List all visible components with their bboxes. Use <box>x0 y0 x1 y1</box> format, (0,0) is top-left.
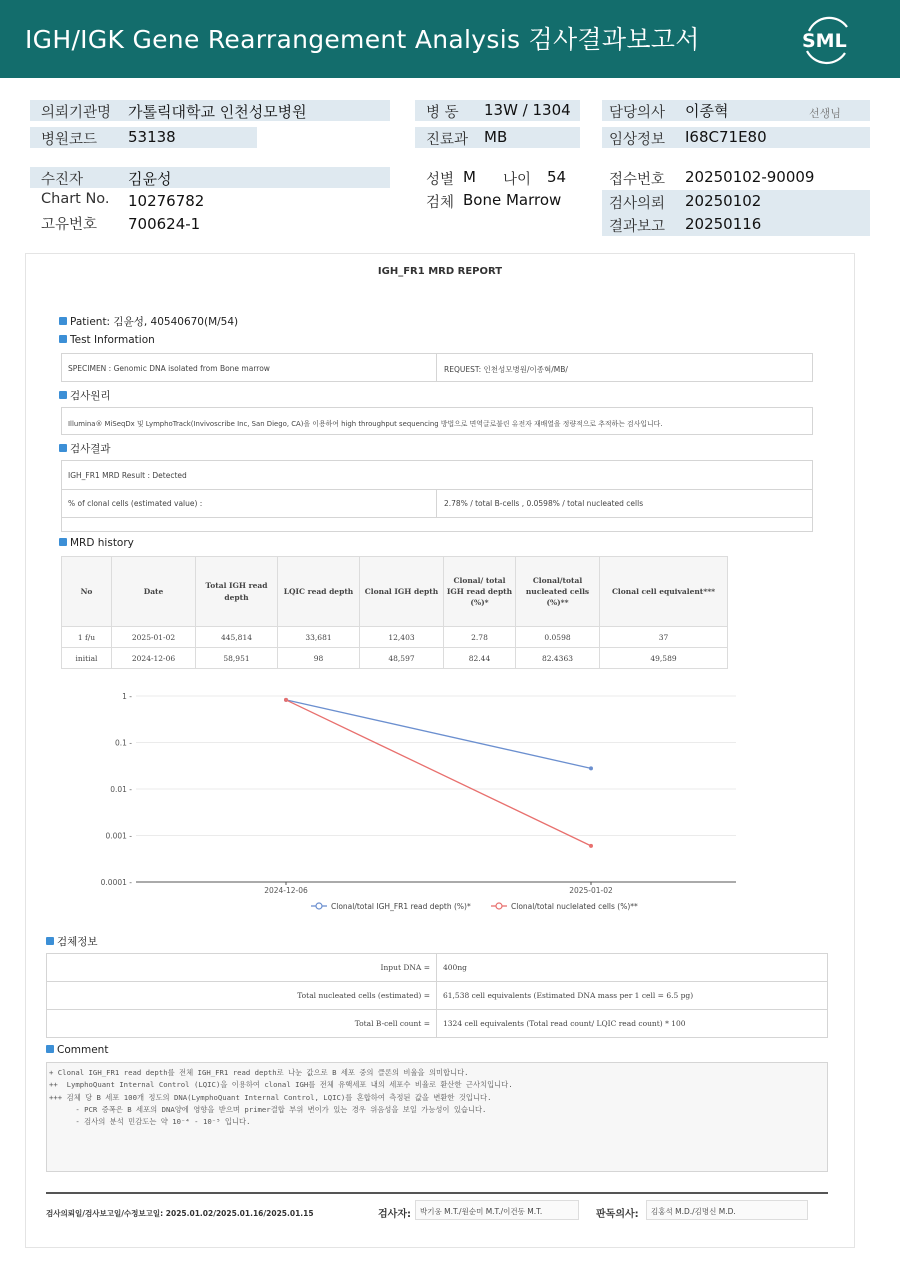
section-bullet-icon <box>59 335 67 343</box>
col-no: No <box>62 557 112 627</box>
comment-heading-text: Comment <box>57 1044 109 1056</box>
col-clonal-equivalent: Clonal cell equivalent*** <box>600 557 728 627</box>
comment-line: - PCR 증폭은 B 세포의 DNA양에 영향을 받으며 primer결합 부위 변이가 있는 경우 위음성을 보일 가능성이 있습니다. <box>49 1104 487 1114</box>
dept-value: MB <box>484 128 508 146</box>
table-cell: 33,681 <box>278 627 360 648</box>
divider <box>436 490 437 517</box>
x-tick-label: 2025-01-02 <box>569 886 613 895</box>
request-label: 검사의뢰 <box>609 196 666 212</box>
result-value: 20250116 <box>685 215 762 233</box>
table-header-row <box>62 557 728 627</box>
receipt-value: 20250102-90009 <box>685 168 815 186</box>
spec-value: 61,538 cell equivalents (Estimated DNA mass per 1 cell = 6.5 pg) <box>437 982 828 1010</box>
table-row <box>62 627 728 648</box>
spec-key: Total B-cell count = <box>47 1010 437 1038</box>
test-info-heading <box>59 334 155 346</box>
specimen-value: Bone Marrow <box>463 191 562 209</box>
result-box <box>61 460 813 532</box>
patient-value: 김윤성 <box>128 170 172 188</box>
patient-line <box>59 314 238 329</box>
principle-text: Illumina® MiSeqDx 및 LymphoTrack(Invivoscribe Inc, San Diego, CA)을 이용하여 high throughput sequencing 방법으로 면역글로불린 유전자 재배열을 정량적으로 추적하는 검사입니다. <box>68 420 663 428</box>
table-cell: 98 <box>278 648 360 669</box>
col-lqic: LQIC read depth <box>278 557 360 627</box>
legend-marker <box>496 903 502 909</box>
spec-value: 1324 cell equivalents (Total read count/ LQIC read count) * 100 <box>437 1010 828 1038</box>
specimen-text: SPECIMEN : Genomic DNA isolated from Bone marrow <box>68 364 270 373</box>
result-heading-text: 검사결과 <box>70 443 111 455</box>
principle-box <box>61 407 813 435</box>
doctor-suffix: 선생님 <box>809 107 841 120</box>
series-line <box>286 700 591 768</box>
table-cell: 58,951 <box>196 648 278 669</box>
comment-heading <box>46 1044 108 1056</box>
comment-line: + Clonal IGH_FR1 read depth를 전체 IGH_FR1 read depth로 나눈 값으로 B 세포 중의 클론의 비율을 의미합니다. <box>49 1068 469 1077</box>
age-value: 54 <box>547 168 567 186</box>
clinical-value: I68C71E80 <box>685 128 767 146</box>
table-cell: 82.4363 <box>516 648 600 669</box>
sex-label: 성별 <box>426 172 455 188</box>
principle-heading <box>59 388 111 403</box>
comment-line: ++ LymphoQuant Internal Control (LQIC)을 이용하여 clonal IGH를 전체 유핵세포 내의 세포수 비율로 환산한 근사치입니다. <box>49 1080 513 1090</box>
sml-logo-icon <box>799 13 855 65</box>
footer-tester: 박기웅 M.T./원순미 M.T./이건동 M.T. <box>415 1200 579 1220</box>
legend-marker <box>316 903 322 909</box>
spec-value: 400ng <box>437 954 828 982</box>
section-bullet-icon <box>59 538 67 546</box>
dept-label: 진료과 <box>426 132 469 148</box>
mrd-result-line: IGH_FR1 MRD Result : Detected <box>68 471 187 480</box>
comment-line: - 검사의 분석 민감도는 약 10⁻⁴ - 10⁻⁵ 입니다. <box>49 1117 251 1127</box>
chart-label: Chart No. <box>41 191 110 207</box>
specimen-info-heading <box>46 934 98 949</box>
report-title: IGH/IGK Gene Rearrangement Analysis 검사결과보고서 <box>25 25 700 54</box>
y-tick-label: 0.0001 - <box>100 878 132 887</box>
sex-value: M <box>463 168 476 186</box>
col-clonal-nucleated: Clonal/total nucleated cells (%)** <box>516 557 600 627</box>
data-point <box>589 844 593 848</box>
mrd-report-title: IGH_FR1 MRD REPORT <box>377 266 503 277</box>
footer-reader: 김홍석 M.D./김명신 M.D. <box>646 1200 808 1220</box>
receipt-label: 접수번호 <box>609 172 666 188</box>
logo-text: SML <box>802 30 847 52</box>
test-info-box <box>61 353 813 382</box>
doctor-value: 이종혁 <box>685 102 729 120</box>
spec-key: Input DNA = <box>47 954 437 982</box>
section-bullet-icon <box>59 444 67 452</box>
series-line <box>286 700 591 846</box>
col-clonal-igh: Clonal IGH depth <box>360 557 444 627</box>
legend-label: Clonal/total IGH_FR1 read depth (%)* <box>331 902 471 911</box>
spec-key: Total nucleated cells (estimated) = <box>47 982 437 1010</box>
table-row <box>47 982 828 1010</box>
footer-reader-label: 판독의사: <box>596 1209 639 1220</box>
section-bullet-icon <box>46 1045 54 1053</box>
y-tick-label: 0.1 - <box>114 738 132 748</box>
table-cell: 49,589 <box>600 648 728 669</box>
divider <box>436 354 437 381</box>
doctor-label: 담당의사 <box>609 105 666 121</box>
footer-divider <box>46 1192 828 1194</box>
table-cell: 48,597 <box>360 648 444 669</box>
uid-label: 고유번호 <box>41 217 98 233</box>
table-cell: 0.0598 <box>516 627 600 648</box>
section-bullet-icon <box>59 317 67 325</box>
patient-label: 수진자 <box>41 172 84 188</box>
footer-tester-label: 검사자: <box>378 1209 411 1220</box>
col-clonal-total-igh: Clonal/ total IGH read depth (%)* <box>444 557 516 627</box>
table-cell: 2024-12-06 <box>112 648 196 669</box>
comment-box <box>46 1062 828 1172</box>
mrd-report <box>25 253 855 1248</box>
result-label: 결과보고 <box>609 219 666 235</box>
request-value: 20250102 <box>685 192 762 210</box>
data-point <box>589 766 593 770</box>
table-cell: initial <box>62 648 112 669</box>
clonal-value: 2.78% / total B-cells , 0.0598% / total nucleated cells <box>444 499 644 508</box>
mrd-history-heading <box>59 537 134 549</box>
table-row <box>47 1010 828 1038</box>
header-bar <box>0 0 900 78</box>
clonal-label: % of clonal cells (estimated value) : <box>68 499 203 508</box>
institution-label: 의뢰기관명 <box>41 105 112 121</box>
mrd-line-chart <box>96 684 776 919</box>
institution-value: 가톨릭대학교 인천성모병원 <box>128 103 307 121</box>
chart-value: 10276782 <box>128 192 205 210</box>
table-cell: 445,814 <box>196 627 278 648</box>
footer-dates: 검사의뢰일/검사보고일/수정보고일: 2025.01.02/2025.01.16/2025.01.15 <box>46 1209 314 1218</box>
x-tick-label: 2024-12-06 <box>264 886 308 895</box>
specimen-info-heading-text: 검체정보 <box>57 936 98 948</box>
legend-label: Clonal/total nuclelated cells (%)** <box>511 902 638 911</box>
ward-value: 13W / 1304 <box>484 101 571 119</box>
table-cell: 12,403 <box>360 627 444 648</box>
comment-line: +++ 검체 당 B 세포 100개 정도의 DNA(LymphoQuant Internal Control, LQIC)를 혼합하여 측정된 값을 변환한 것입니다. <box>49 1092 492 1102</box>
info-bar <box>30 167 390 188</box>
data-point <box>284 698 288 702</box>
hospital-code-label: 병원코드 <box>41 132 98 148</box>
mrd-history-table <box>61 556 728 669</box>
clinical-label: 임상정보 <box>609 132 666 148</box>
divider <box>62 489 812 490</box>
divider <box>62 517 812 518</box>
hospital-code-value: 53138 <box>128 128 176 146</box>
test-info-heading-text: Test Information <box>70 334 155 346</box>
principle-heading-text: 검사원리 <box>70 390 111 402</box>
y-tick-label: 1 - <box>122 692 132 701</box>
table-cell: 2.78 <box>444 627 516 648</box>
section-bullet-icon <box>59 391 67 399</box>
table-cell: 37 <box>600 627 728 648</box>
table-cell: 1 f/u <box>62 627 112 648</box>
table-row <box>47 954 828 982</box>
age-label: 나이 <box>503 172 532 188</box>
y-tick-label: 0.001 - <box>105 831 132 841</box>
table-cell: 82.44 <box>444 648 516 669</box>
ward-label: 병 동 <box>426 105 459 121</box>
request-text: REQUEST: 인천성모병원/이종혁/MB/ <box>444 365 568 374</box>
table-row <box>62 648 728 669</box>
specimen-label: 검체 <box>426 195 455 211</box>
section-bullet-icon <box>46 937 54 945</box>
col-date: Date <box>112 557 196 627</box>
specimen-info-table <box>46 953 828 1038</box>
table-cell: 2025-01-02 <box>112 627 196 648</box>
mrd-history-heading-text: MRD history <box>70 537 134 549</box>
uid-value: 700624-1 <box>128 215 201 233</box>
y-tick-label: 0.01 - <box>110 785 132 794</box>
patient-line-text: Patient: 김윤성, 40540670(M/54) <box>70 316 239 328</box>
result-heading <box>59 441 111 456</box>
col-total-igh: Total IGH read depth <box>196 557 278 627</box>
